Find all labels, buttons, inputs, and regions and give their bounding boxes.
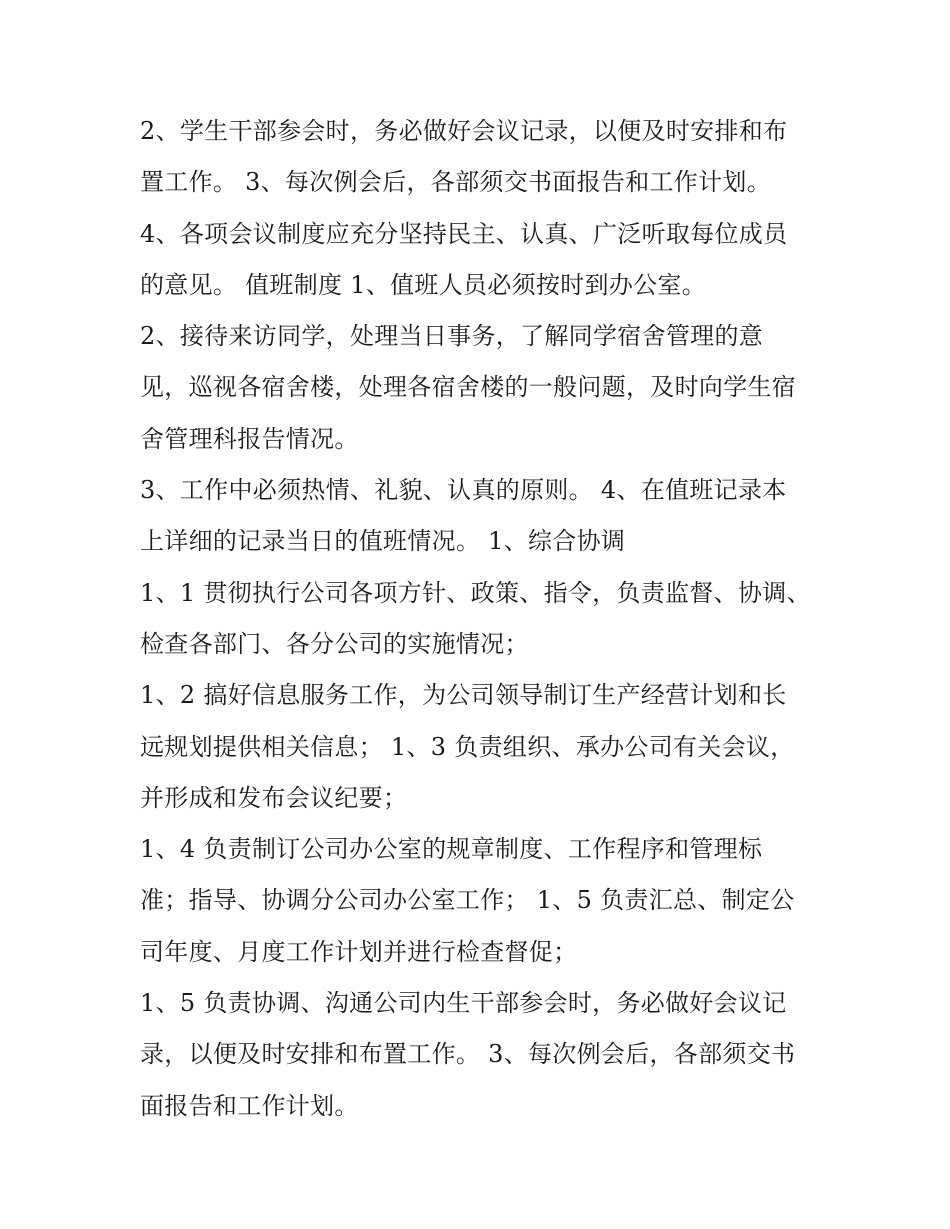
text-line-17: 司年度、月度工作计划并进行检查督促； bbox=[140, 937, 578, 966]
text-line-1: 2、学生干部参会时，务必做好会议记录，以便及时安排和布 bbox=[140, 117, 788, 145]
text-line-4: 的意见。 值班制度 1、值班人员必须按时到办公室。 bbox=[140, 270, 707, 299]
text-line-16: 准；指导、协调分公司办公室工作； 1、5 负责汇总、制定公 bbox=[140, 886, 795, 915]
text-line-14: 并形成和发布会议纪要； bbox=[140, 783, 408, 812]
text-line-20: 面报告和工作计划。 bbox=[140, 1091, 359, 1120]
text-line-10: 1、1 贯彻执行公司各项方针、政策、指令，负责监督、协调、 bbox=[140, 578, 811, 607]
text-line-7: 舍管理科报告情况。 bbox=[140, 424, 359, 453]
text-line-12: 1、2 搞好信息服务工作，为公司领导制订生产经营计划和长 bbox=[140, 681, 787, 710]
text-line-9: 上详细的记录当日的值班情况。 1、综合协调 bbox=[140, 527, 626, 556]
text-line-19: 录，以便及时安排和布置工作。 3、每次例会后，各部须交书 bbox=[140, 1040, 796, 1069]
text-line-11: 检查各部门、各分公司的实施情况； bbox=[140, 629, 529, 658]
text-line-2: 置工作。 3、每次例会后，各部须交书面报告和工作计划。 bbox=[140, 168, 771, 197]
text-line-15: 1、4 负责制订公司办公室的规章制度、工作程序和管理标 bbox=[140, 835, 763, 864]
text-line-3: 4、各项会议制度应充分坚持民主、认真、广泛听取每位成员 bbox=[140, 219, 788, 248]
text-line-13: 远规划提供相关信息； 1、3 负责组织、承办公司有关会议， bbox=[140, 732, 795, 761]
text-line-6: 见，巡视各宿舍楼，处理各宿舍楼的一般问题，及时向学生宿 bbox=[140, 373, 797, 402]
text-line-5: 2、接待来访同学，处理当日事务，了解同学宿舍管理的意 bbox=[140, 322, 764, 351]
text-line-18: 1、5 负责协调、沟通公司内生干部参会时，务必做好会议记 bbox=[140, 989, 787, 1018]
text-line-8: 3、工作中必须热情、礼貌、认真的原则。 4、在值班记录本 bbox=[140, 476, 787, 505]
document-body bbox=[140, 106, 820, 1132]
